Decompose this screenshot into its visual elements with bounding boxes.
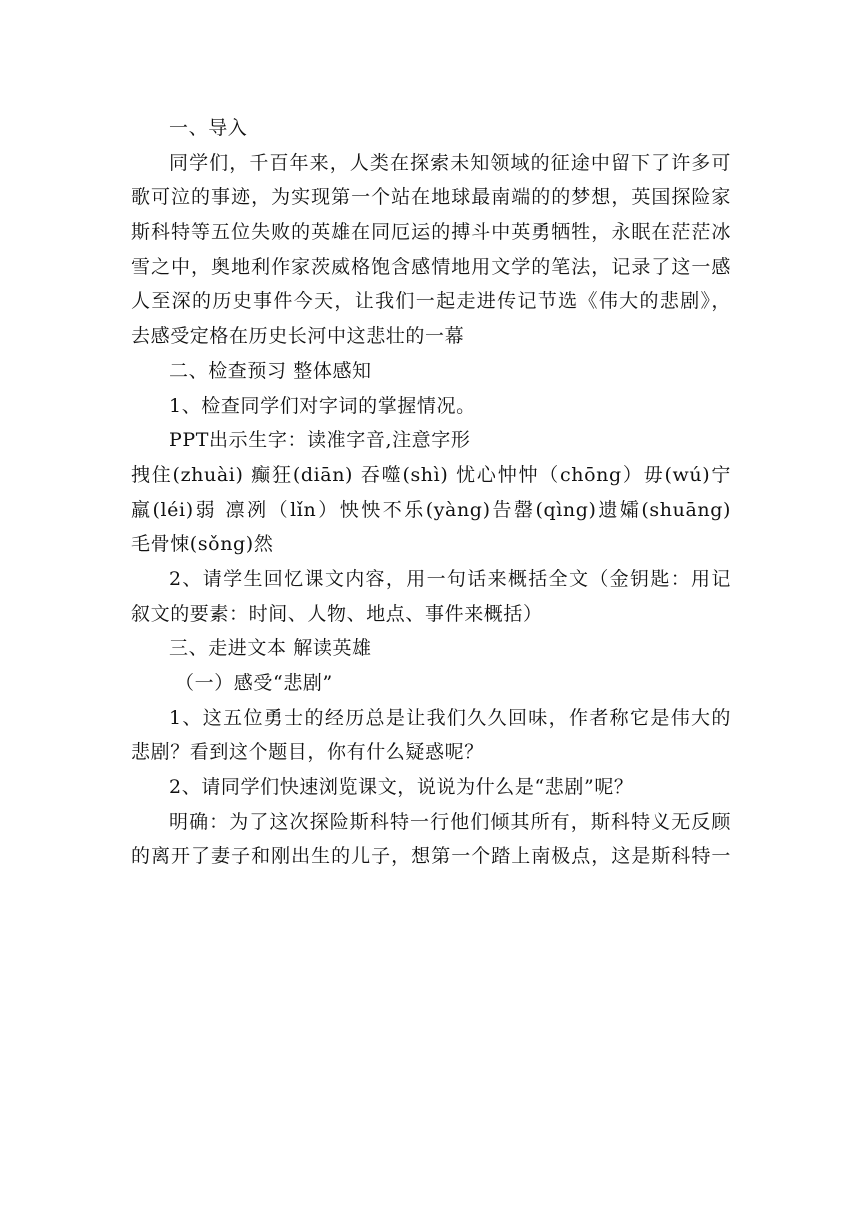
paragraph-line: 2、请学生回忆课文内容，用一句话来概括全文（金钥匙：用记 bbox=[169, 567, 731, 590]
paragraph-line: PPT出示生字：读准字音,注意字形 bbox=[169, 429, 471, 452]
document-body bbox=[131, 111, 731, 874]
paragraph-line: 1、检查同学们对字词的掌握情况。 bbox=[169, 394, 476, 417]
paragraph-line: 的离开了妻子和刚出生的儿子，想第一个踏上南极点，这是斯科特一 bbox=[131, 845, 731, 868]
paragraph-line: 同学们，千百年来，人类在探索未知领域的征途中留下了许多可 bbox=[169, 151, 731, 174]
paragraph-line: 去感受定格在历史长河中这悲壮的一幕 bbox=[131, 325, 465, 348]
paragraph-line: 人至深的历史事件今天，让我们一起走进传记节选《伟大的悲剧》， bbox=[131, 290, 731, 313]
vocabulary-line: 拽住(zhuài) 癫狂(diān) 吞噬(shì) 忧心忡忡（chōng）毋(wú)宁 bbox=[131, 463, 731, 486]
vocabulary-line: 羸(léi)弱 凛冽（lǐn）怏怏不乐(yàng)告罄(qìng)遗孀(shuāng) bbox=[131, 498, 731, 521]
paragraph-line: 1、这五位勇士的经历总是让我们久久回味，作者称它是伟大的 bbox=[169, 706, 731, 729]
vocabulary-line: 毛骨悚(sǒng)然 bbox=[131, 533, 274, 556]
paragraph-line: 悲剧？看到这个题目，你有什么疑惑呢？ bbox=[131, 741, 484, 764]
paragraph-line: 雪之中，奥地利作家茨威格饱含感情地用文学的笔法，记录了这一感 bbox=[131, 255, 731, 278]
heading-intro: 一、导入 bbox=[169, 117, 248, 139]
subheading-tragedy: （一）感受“悲剧” bbox=[175, 672, 333, 694]
paragraph-line: 叙文的要素：时间、人物、地点、事件来概括） bbox=[131, 602, 543, 625]
heading-preview: 二、检查预习 整体感知 bbox=[169, 359, 372, 382]
heading-text-reading: 三、走进文本 解读英雄 bbox=[169, 637, 372, 660]
paragraph-line: 歌可泣的事迹，为实现第一个站在地球最南端的的梦想，英国探险家 bbox=[131, 186, 731, 209]
paragraph-line: 2、请同学们快速浏览课文，说说为什么是“悲剧”呢？ bbox=[169, 776, 634, 799]
paragraph-line: 明确：为了这次探险斯科特一行他们倾其所有，斯科特义无反顾 bbox=[169, 810, 731, 833]
paragraph-line: 斯科特等五位失败的英雄在同厄运的搏斗中英勇牺牲，永眠在茫茫冰 bbox=[131, 221, 731, 244]
